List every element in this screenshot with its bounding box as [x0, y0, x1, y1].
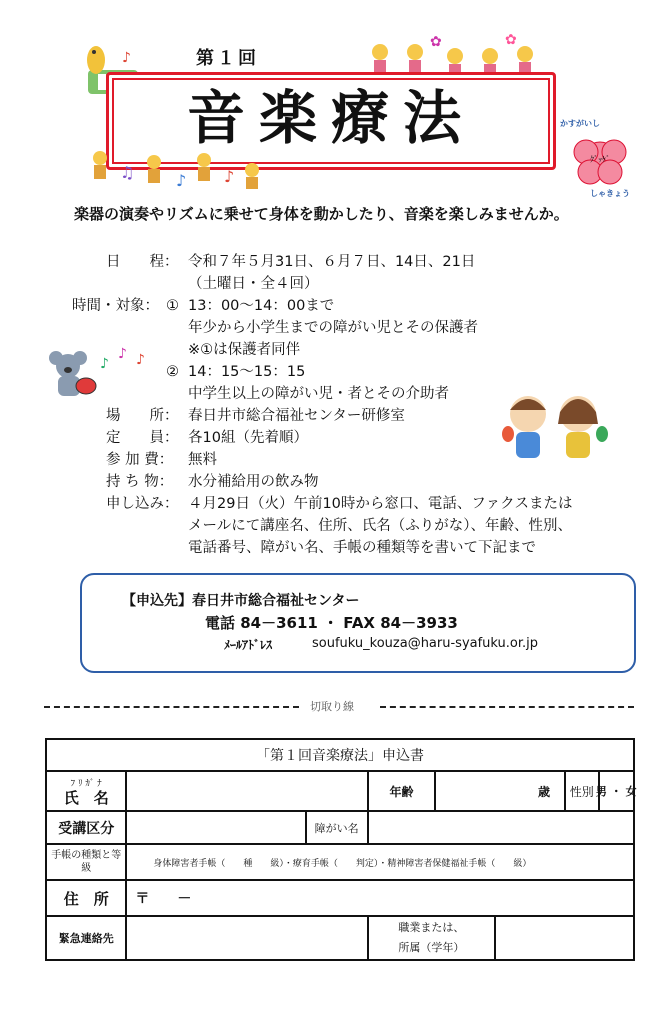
age-field[interactable] — [435, 771, 565, 811]
sticker-bottom-text: しゃきょう — [590, 189, 630, 198]
session2-target: 中学生以上の障がい児・者とその介助者 — [188, 386, 449, 402]
postal-mark: 〒 － — [135, 891, 192, 907]
koala-drum-icon — [46, 346, 156, 402]
session1-time: 13：00～14：00まで — [188, 298, 335, 314]
header-decoration-bottom-left — [84, 142, 274, 192]
svg-text:✿: ✿ — [505, 32, 517, 48]
handbook-options[interactable]: 身体障害者手帳（ 種 級）・療育手帳（ 判定）・精神障害者保健福祉手帳（ 級） — [126, 844, 634, 880]
age-unit: 歳 — [537, 784, 550, 799]
name-header — [46, 771, 126, 811]
svg-text:♪: ♪ — [136, 352, 145, 368]
disability-label: 障がい名 — [306, 811, 368, 844]
furigana-label: ﾌ ﾘ ｶﾞ ﾅ — [70, 779, 102, 789]
time-label: 時間・対象： — [72, 298, 159, 314]
session1-number: ① — [166, 298, 179, 314]
svg-text:♪: ♪ — [176, 171, 187, 190]
fee-value: 無料 — [188, 452, 217, 468]
disability-field[interactable] — [368, 811, 634, 844]
svg-text:✿: ✿ — [430, 34, 442, 50]
intro-text: 楽器の演奏やリズムに乗せて身体を動かしたり、音楽を楽しみませんか。 — [74, 205, 569, 223]
apply-line-2: メールにて講座名、住所、氏名（ふりがな）、年齢、性別、 — [188, 518, 572, 534]
age-label: 年齢 — [368, 771, 436, 811]
gender-options[interactable]: 男 ・ 女 — [595, 785, 637, 798]
name-field[interactable] — [126, 771, 367, 811]
place-label: 場 所： — [106, 408, 179, 424]
page-title: 音楽療法 — [186, 84, 475, 152]
cut-line-label: 切取り線 — [310, 700, 354, 713]
svg-text:♪: ♪ — [224, 167, 235, 186]
bring-label: 持 ち 物： — [106, 474, 174, 490]
emergency-label: 緊急連絡先 — [46, 916, 126, 960]
svg-text:♪: ♪ — [118, 346, 127, 362]
contact-email[interactable]: soufuku_kouza@haru-syafuku.or.jp — [312, 636, 539, 651]
emergency-field[interactable] — [126, 916, 367, 960]
category-label: 受講区分 — [46, 811, 126, 844]
svg-text:♪: ♪ — [100, 356, 109, 372]
session1-target: 年少から小学生までの障がい児とその保護者 — [188, 320, 478, 336]
kids-illustration — [494, 380, 614, 470]
handbook-label: 手帳の種類と等級 — [46, 844, 126, 880]
contact-email-label: ﾒｰﾙｱﾄﾞﾚｽ — [224, 638, 273, 652]
sticker-middle-text: ｸﾞｯｹﾞ — [590, 155, 610, 164]
apply-line-3: 電話番号、障がい名、手帳の種類等を書いて下記まで — [188, 540, 536, 556]
session2-number: ② — [166, 364, 179, 380]
bring-value: 水分補給用の飲み物 — [188, 474, 319, 490]
capacity-value: 各10組（先着順） — [188, 430, 308, 446]
kids-music-illustration — [84, 142, 274, 192]
schedule-label: 日 程： — [106, 254, 179, 270]
contact-label: 【申込先】春日井市総合福祉センター — [122, 593, 360, 609]
name-label: 氏 名 — [63, 789, 109, 807]
cut-dash-right — [380, 706, 634, 708]
affiliation-text: 所属（学年） — [398, 941, 465, 954]
address-field[interactable] — [126, 880, 634, 916]
edition-label: 第１回 — [196, 48, 259, 69]
contact-phone: 電話 84－3611 ・ FAX 84－3933 — [205, 614, 458, 632]
occupation-label — [368, 916, 496, 960]
sticker-top-text: かすがいし — [560, 119, 600, 128]
capacity-label: 定 員： — [106, 430, 179, 446]
gender-cell — [565, 771, 637, 811]
address-label: 住 所 — [46, 880, 126, 916]
application-form — [45, 738, 635, 961]
svg-text:♪: ♪ — [122, 50, 131, 66]
occupation-text: 職業または、 — [398, 921, 465, 934]
form-title: 「第１回音楽療法」申込書 — [46, 739, 634, 771]
schedule-value: 令和７年５月31日、６月７日、14日、21日 — [188, 254, 476, 270]
place-value: 春日井市総合福祉センター研修室 — [188, 408, 405, 424]
svg-text:♫: ♫ — [120, 163, 135, 182]
schedule-note: （土曜日・全４回） — [188, 276, 319, 292]
fee-label: 参 加 費： — [106, 452, 174, 468]
koala-illustration — [46, 346, 156, 402]
organization-sticker — [560, 120, 640, 200]
cut-line — [44, 700, 634, 714]
cut-dash-left — [44, 706, 299, 708]
occupation-field[interactable] — [495, 916, 634, 960]
gender-label: 性別 — [566, 772, 600, 810]
category-field[interactable] — [126, 811, 305, 844]
apply-line-1: ４月29日（火）午前10時から窓口、電話、ファクスまたは — [188, 496, 573, 512]
session2-time: 14：15～15：15 — [188, 364, 306, 380]
session1-note: ※①は保護者同伴 — [188, 342, 301, 358]
children-maracas-icon — [494, 380, 614, 470]
apply-label: 申し込み： — [106, 496, 179, 512]
